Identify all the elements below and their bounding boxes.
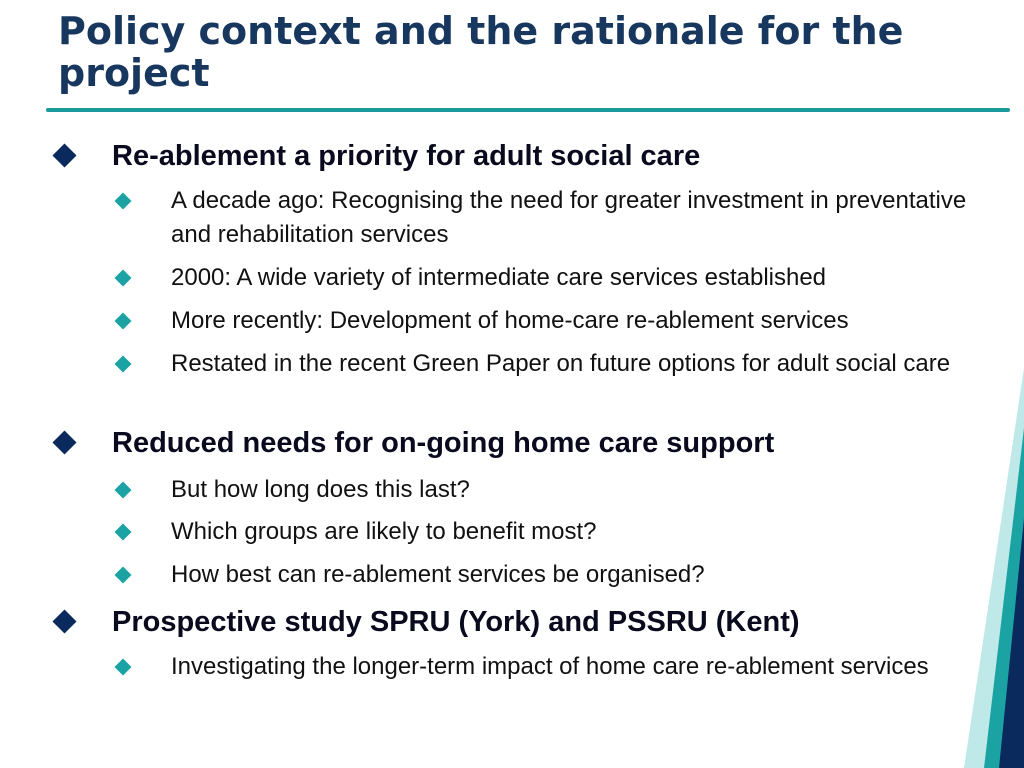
- bullet-heading: Re-ablement a priority for adult social care: [112, 140, 701, 172]
- sub-bullet: But how long does this last?: [171, 476, 470, 503]
- sub-bullet: Restated in the recent Green Paper on future options for adult social care: [171, 350, 951, 377]
- small-diamond-icon: [115, 524, 132, 541]
- corner-decoration: [944, 368, 1024, 768]
- bullet-heading: Reduced needs for on-going home care support: [112, 427, 775, 459]
- slide-title: Policy context and the rationale for the project: [58, 9, 904, 95]
- sub-bullet: More recently: Development of home-care re-ablement services: [171, 307, 849, 334]
- small-diamond-icon: [115, 270, 132, 287]
- bullet-heading: Prospective study SPRU (York) and PSSRU (Kent): [112, 606, 800, 638]
- sub-bullet: A decade ago: Recognising the need for greater investment in preventative and rehabilitation services: [171, 187, 967, 248]
- sub-bullet: 2000: A wide variety of intermediate care services established: [171, 264, 827, 291]
- small-diamond-icon: [115, 193, 132, 210]
- small-diamond-icon: [115, 313, 132, 330]
- sub-bullet: Which groups are likely to benefit most?: [171, 518, 597, 545]
- small-diamond-icon: [115, 567, 132, 584]
- sub-bullet: How best can re-ablement services be organised?: [171, 561, 705, 588]
- diamond-icon: [52, 143, 76, 167]
- diamond-icon: [52, 430, 76, 454]
- small-diamond-icon: [115, 482, 132, 499]
- diamond-icon: [52, 609, 76, 633]
- sub-bullet: Investigating the longer-term impact of home care re-ablement services: [171, 653, 929, 680]
- small-diamond-icon: [115, 356, 132, 373]
- small-diamond-icon: [115, 659, 132, 676]
